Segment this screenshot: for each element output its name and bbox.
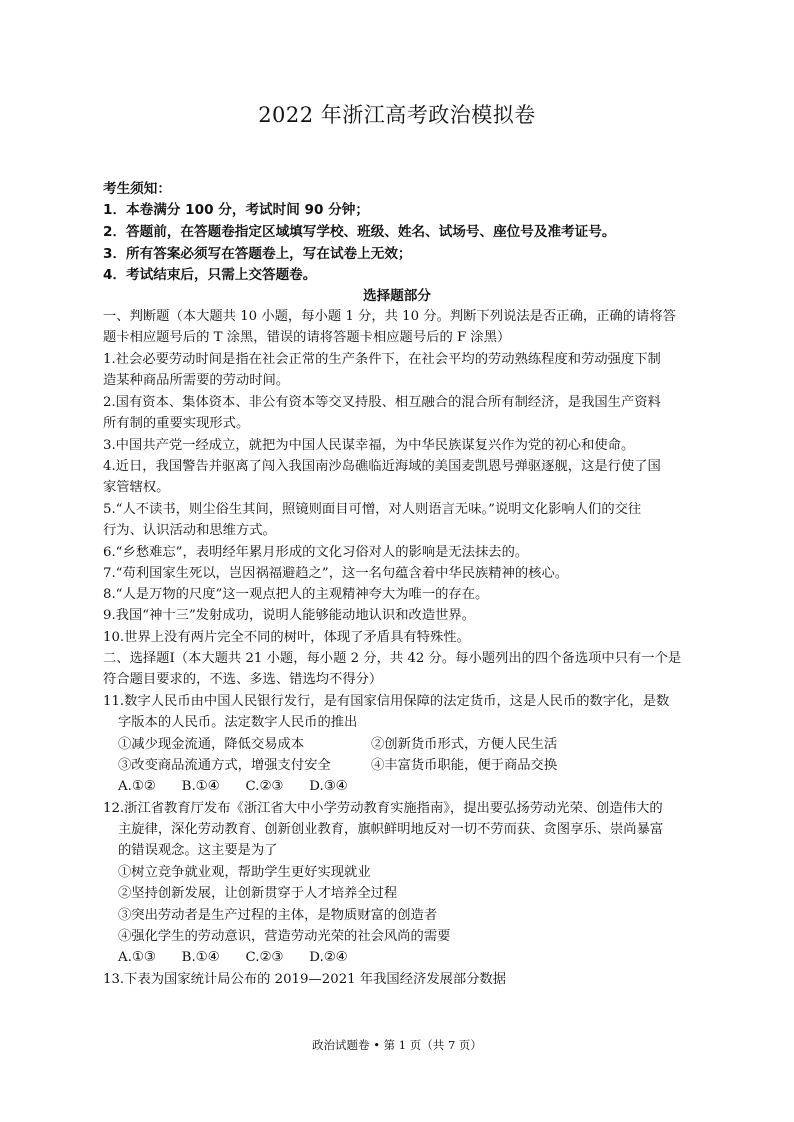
notice-item: 3．所有答案必须写在答题卷上，写在试卷上无效； bbox=[103, 246, 412, 262]
choice-c: C.②③ bbox=[245, 779, 284, 794]
q12-option-4: ④强化学生的劳动意识，营造劳动光荣的社会风尚的需要 bbox=[118, 929, 451, 944]
part1-intro: 一、判断题（本大题共 10 小题，每小题 1 分，共 10 分。判断下列说法是否正确，正确的请将答 bbox=[103, 309, 676, 324]
q12-option-1: ①树立竞争就业观，帮助学生更好实现就业 bbox=[118, 865, 371, 880]
question-1-cont: 造某种商品所需要的劳动时间。 bbox=[103, 373, 290, 388]
q12-option-2: ②坚持创新发展，让创新贯穿于人才培养全过程 bbox=[118, 886, 398, 901]
question-4-cont: 家管辖权。 bbox=[103, 480, 170, 495]
choice-b: B.①④ bbox=[181, 779, 220, 794]
choice-d: D.③④ bbox=[309, 779, 348, 794]
question-13: 13.下表为国家统计局公布的 2019—2021 年我国经济发展部分数据 bbox=[103, 972, 507, 987]
part1-intro: 题卡相应题号后的 T 涂黑，错误的请将答题卡相应题号后的 F 涂黑） bbox=[103, 330, 511, 345]
page-footer: 政治试题卷 • 第 1 页（共 7 页） bbox=[312, 1038, 482, 1052]
q11-option-3: ③改变商品流通方式，增强支付安全 bbox=[118, 758, 331, 773]
q12-choices bbox=[118, 948, 374, 968]
page-title: 2022 年浙江高考政治模拟卷 bbox=[258, 103, 536, 127]
q12-option-3: ③突出劳动者是生产过程的主体，是物质财富的创造者 bbox=[118, 908, 438, 923]
part2-intro: 二、选择题Ⅰ（本大题共 21 小题，每小题 2 分，共 42 分。每小题列出的四个备选项中只有一个是 bbox=[103, 651, 682, 666]
choice-b: B.①④ bbox=[181, 950, 220, 965]
question-6: 6.“乡愁难忘”，表明经年累月形成的文化习俗对人的影响是无法抹去的。 bbox=[103, 545, 529, 560]
choice-d: D.②④ bbox=[309, 950, 348, 965]
question-11-cont: 字版本的人民币。法定数字人民币的推出 bbox=[118, 715, 358, 730]
question-12-cont: 主旋律，深化劳动教育、创新创业教育，旗帜鲜明地反对一切不劳而获、贪图享乐、崇尚暴富 bbox=[118, 822, 664, 837]
section-title: 选择题部分 bbox=[363, 288, 431, 304]
question-7: 7.“苟利国家生死以，岂因祸福避趋之”，这一名句蕴含着中华民族精神的核心。 bbox=[103, 566, 569, 581]
notice-item: 4．考试结束后，只需上交答题卷。 bbox=[103, 267, 317, 283]
question-2-cont: 所有制的重要实现形式。 bbox=[103, 416, 250, 431]
question-12: 12.浙江省教育厅发布《浙江省大中小学劳动教育实施指南》，提出要弘扬劳动光荣、创造伟大的 bbox=[103, 801, 663, 816]
notice-item: 2．答题前，在答题卷指定区域填写学校、班级、姓名、试场号、座位号及准考证号。 bbox=[103, 224, 616, 240]
question-8: 8.“人是万物的尺度”这一观点把人的主观精神夸大为唯一的存在。 bbox=[103, 587, 489, 602]
question-5-cont: 行为、认识活动和思维方式。 bbox=[103, 523, 276, 538]
choice-a: A.①② bbox=[118, 779, 156, 794]
q11-choices bbox=[118, 777, 374, 797]
choice-a: A.①③ bbox=[118, 950, 156, 965]
question-10: 10.世界上没有两片完全不同的树叶，体现了矛盾具有特殊性。 bbox=[103, 630, 470, 645]
question-2: 2.国有资本、集体资本、非公有资本等交叉持股、相互融合的混合所有制经济，是我国生产资料 bbox=[103, 395, 661, 410]
notice-item: 1．本卷满分 100 分，考试时间 90 分钟； bbox=[103, 202, 369, 218]
question-5: 5.“人不读书，则尘俗生其间，照镜则面目可憎，对人则语言无味。”说明文化影响人们的交往 bbox=[103, 502, 642, 517]
question-3: 3.中国共产党一经成立，就把为中国人民谋幸福，为中华民族谋复兴作为党的初心和使命。 bbox=[103, 438, 635, 453]
question-9: 9.我国“神十三”发射成功，说明人能够能动地认识和改造世界。 bbox=[103, 608, 476, 623]
question-1: 1.社会必要劳动时间是指在社会正常的生产条件下，在社会平均的劳动熟练程度和劳动强度下制 bbox=[103, 352, 661, 367]
part2-intro: 符合题目要求的，不选、多选、错选均不得分） bbox=[103, 672, 383, 687]
q11-option-4: ④丰富货币职能，便于商品交换 bbox=[371, 758, 558, 773]
choice-c: C.②③ bbox=[245, 950, 284, 965]
q11-option-2: ②创新货币形式，方便人民生活 bbox=[371, 737, 558, 752]
q11-option-1: ①减少现金流通，降低交易成本 bbox=[118, 737, 305, 752]
question-4: 4.近日，我国警告并驱离了闯入我国南沙岛礁临近海域的美国麦凯恩号弹驱逐舰，这是行使了国 bbox=[103, 459, 661, 474]
question-11: 11.数字人民币由中国人民银行发行，是有国家信用保障的法定货币，这是人民币的数字化，是数 bbox=[103, 694, 670, 709]
question-12-cont: 的错误观念。这主要是为了 bbox=[118, 843, 278, 858]
notice-heading: 考生须知： bbox=[103, 181, 171, 197]
